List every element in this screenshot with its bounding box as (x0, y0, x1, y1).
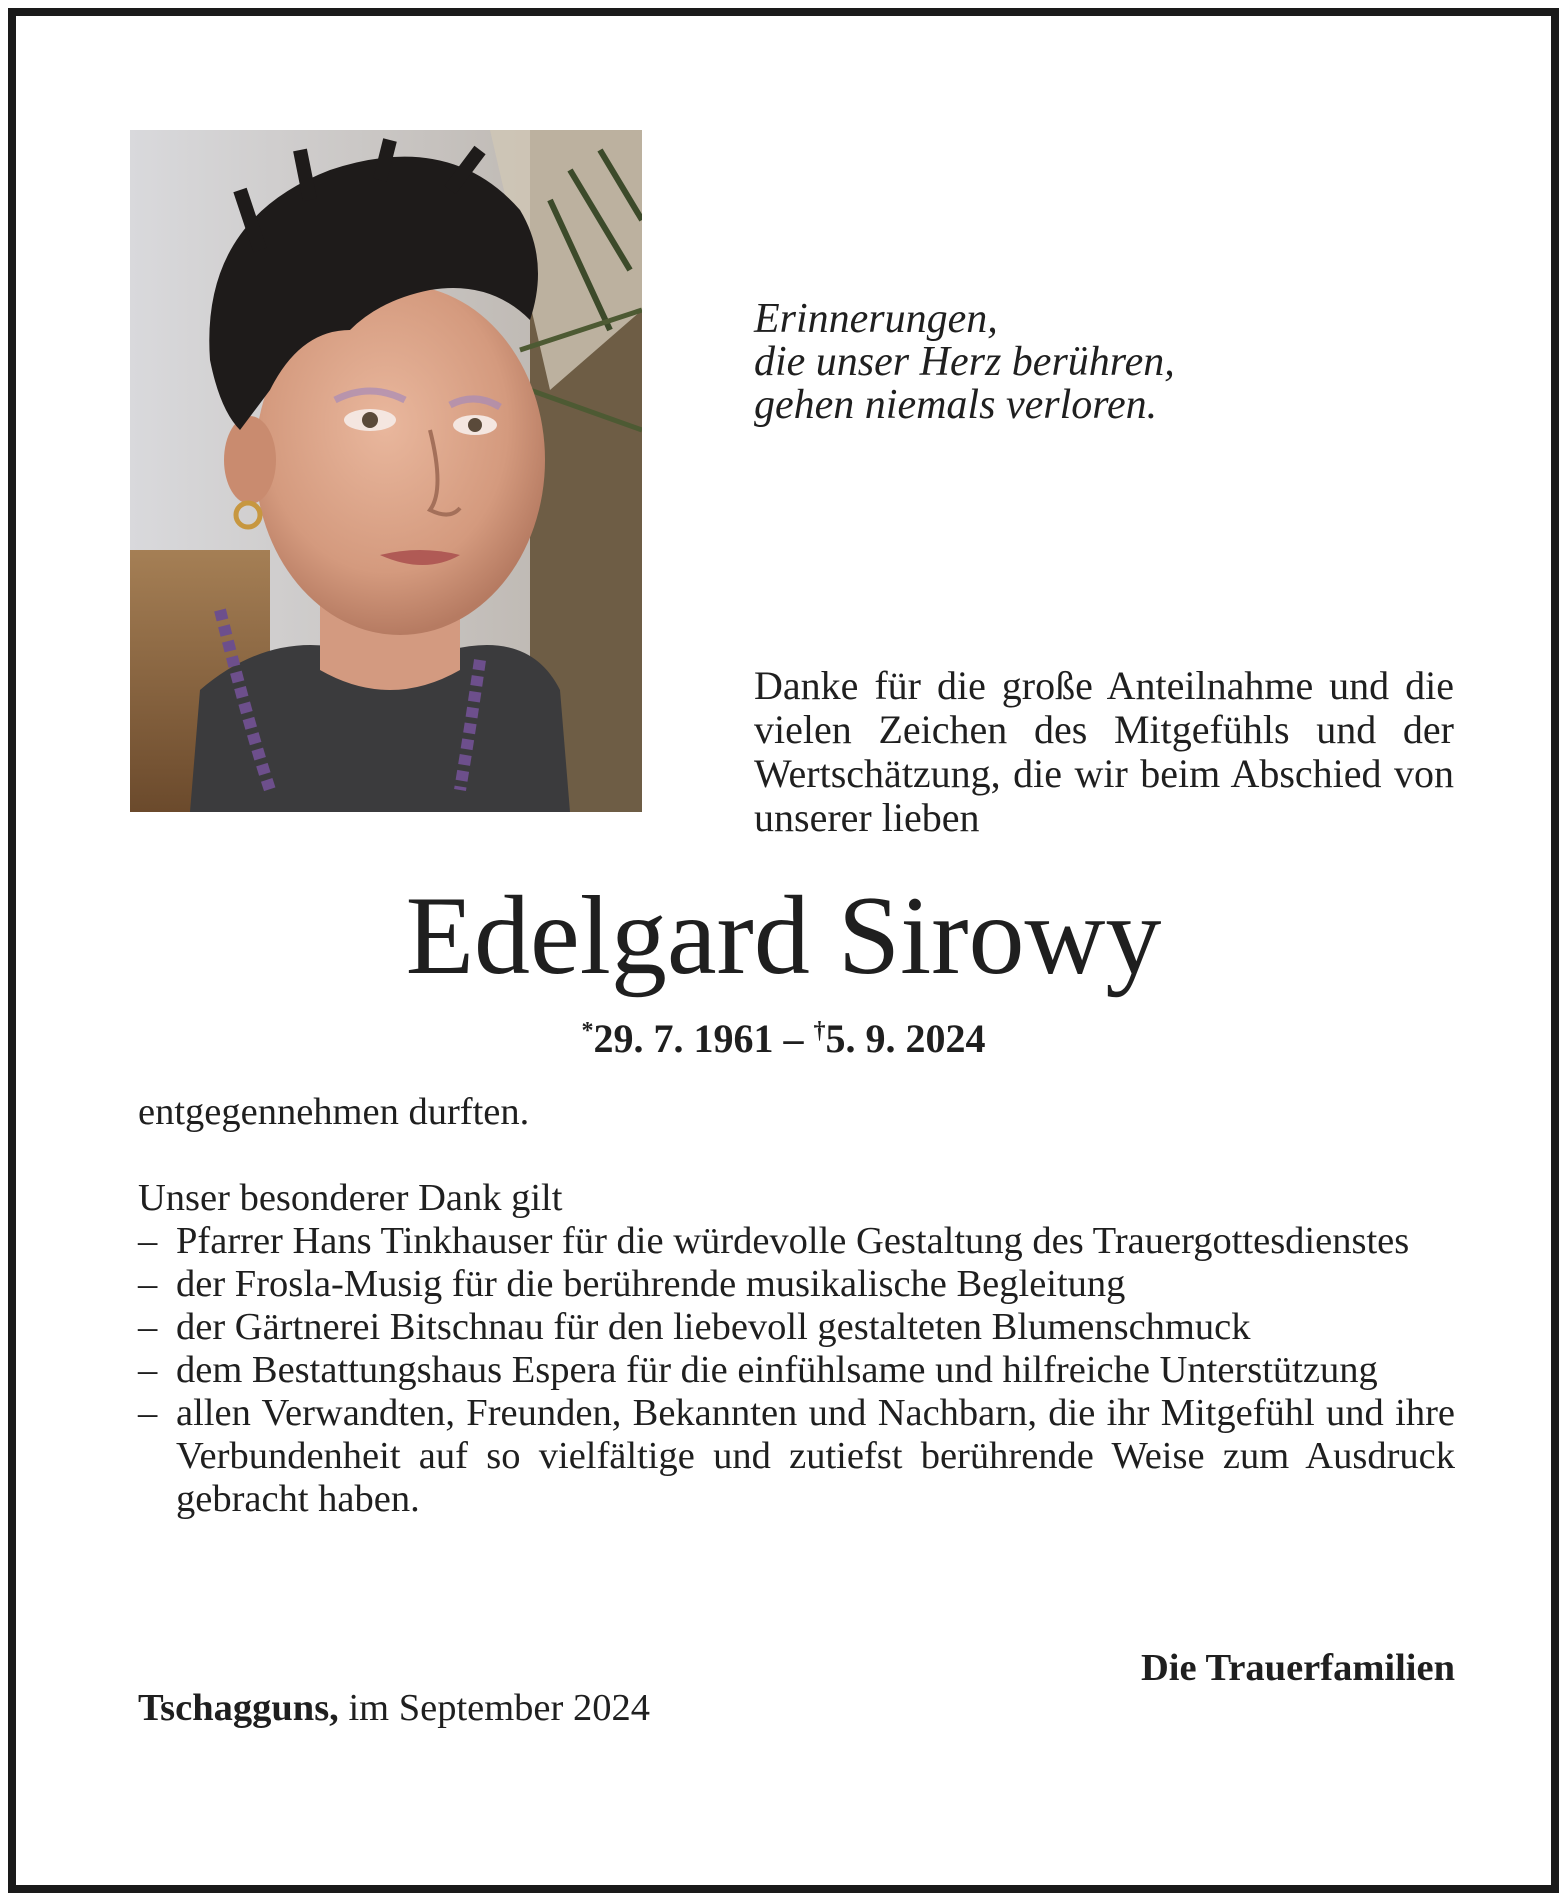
list-item-text: allen Verwandten, Freunden, Bekannten und Nachbarn, die ihr Mitgefühl und ihre Verbundenheit auf so vielfältige und zutiefst berührende Weise zum Ausdruck gebracht haben. (176, 1392, 1455, 1520)
death-date: 5. 9. 2024 (825, 1016, 986, 1061)
list-item (138, 1349, 1455, 1392)
date-separator: – (773, 1016, 814, 1061)
place-town: Tschagguns, (138, 1687, 339, 1729)
list-item (138, 1392, 1455, 1521)
continuation-text: entgegennehmen durften. (138, 1091, 530, 1133)
dash-bullet: – (138, 1349, 158, 1391)
list-item (138, 1263, 1455, 1306)
thanks-body (138, 1091, 1455, 1521)
place-and-date (138, 1686, 1455, 1730)
dash-bullet: – (138, 1263, 158, 1305)
poem-line: die unser Herz berühren, (754, 339, 1175, 385)
dash-bullet: – (138, 1392, 158, 1434)
family-signature: Die Trauerfamilien (1141, 1647, 1455, 1689)
thanks-intro: Danke für die große Anteilnahme und die vielen Zeichen des Mitgefühls und der Wertschätzung, die wir beim Abschied von unserer lieben (754, 663, 1454, 840)
dash-bullet: – (138, 1306, 158, 1348)
list-item-text: der Frosla-Musig für die berührende musikalische Begleitung (176, 1263, 1126, 1305)
death-symbol: † (813, 1018, 826, 1044)
list-item-text: dem Bestattungshaus Espera für die einfühlsame und hilfreiche Unterstützung (176, 1349, 1378, 1391)
birth-date: 29. 7. 1961 (593, 1016, 774, 1061)
list-item (138, 1220, 1455, 1263)
poem-line: Erinnerungen, (754, 296, 998, 342)
place-date: im September 2024 (348, 1687, 650, 1729)
list-item-text: Pfarrer Hans Tinkhauser für die würdevolle Gestaltung des Trauergottesdienstes (176, 1220, 1410, 1262)
list-item-text: der Gärtnerei Bitschnau für den liebevoll gestalteten Blumenschmuck (176, 1306, 1251, 1348)
list-item (138, 1306, 1455, 1349)
portrait-image (130, 130, 642, 812)
portrait-photo (130, 130, 642, 812)
poem-line: gehen niemals verloren. (754, 382, 1158, 428)
life-dates (16, 1006, 1551, 1064)
memorial-poem (754, 298, 1454, 427)
deceased-name: Edelgard Sirowy (405, 874, 1162, 998)
dash-bullet: – (138, 1220, 158, 1262)
special-thanks-intro: Unser besonderer Dank gilt (138, 1177, 563, 1219)
birth-symbol: * (581, 1018, 594, 1044)
obituary-card (8, 8, 1559, 1893)
special-thanks-list (138, 1220, 1455, 1521)
